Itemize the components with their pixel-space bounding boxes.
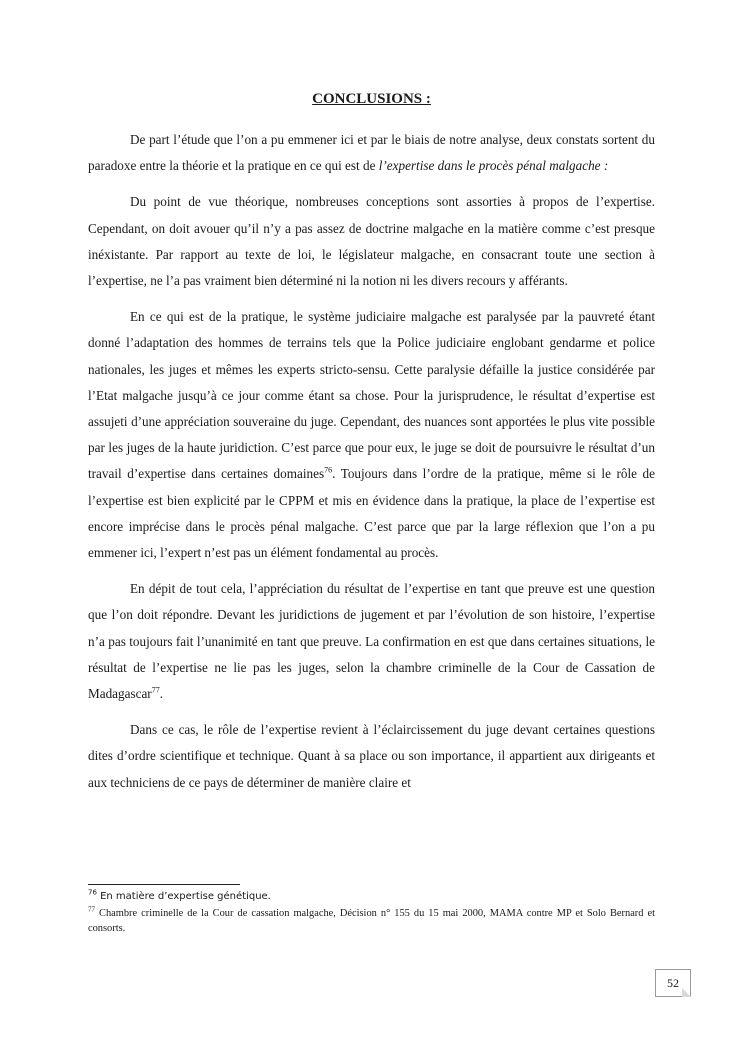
footnote-separator <box>88 884 240 885</box>
footnote-76-number: 76 <box>88 888 97 897</box>
footnote-ref-76[interactable]: 76 <box>324 466 333 476</box>
footnote-76-text: En matière d’expertise génétique. <box>96 891 271 902</box>
page-number-box <box>655 969 691 997</box>
paragraph-4-text-a: En dépit de tout cela, l’appréciation du résultat de l’expertise en tant que preuve est une question que l’on doit répondre. Devant les juridictions de jugement et par l’évolution de son histoire, l’expertise n’a pas toujours fait l’unanimité en tant que preuve. La confirmation en est que dans certaines situations, le résultat de l’expertise ne lie pas les juges, selon la chambre criminelle de la Cour de Cassation de Madagascar <box>88 581 655 702</box>
paragraph-3-text-a: En ce qui est de la pratique, le système judiciaire malgache est paralysée par la pauvreté étant donné l’adaptation des hommes de terrains tels que la Police judiciaire englobant gendarme et police nationales, les juges et mêmes les experts stricto-sensu. Cette paralysie défaille la justice considérée par l’Etat malgache jusqu’à ce jour comme étant sa chose. Pour la jurisprudence, le résultat d’expertise est assujeti d’une appréciation souveraine du juge. Cependant, des nuances sont apportées le plus vite possible par les juges de la haute juridiction. C’est parce que pour eux, le juge se doit de poursuivre le résultat d’un travail d’expertise dans certaines domaines <box>88 309 655 482</box>
paragraph-1-text: De part l’étude que l’on a pu emmener ici et par le biais de notre analyse, deux constats sortent du paradoxe entre la théorie et la pratique en ce qui est de <box>88 132 655 174</box>
paragraph-1 <box>88 127 655 179</box>
paragraph-3 <box>88 304 655 566</box>
paragraph-5: Dans ce cas, le rôle de l’expertise revient à l’éclaircissement du juge devant certaines questions dites d’ordre scientifique et technique. Quant à sa place ou son importance, il appartient aux dirigeants et aux techniciens de ce pays de déterminer de manière claire et <box>88 722 655 790</box>
footnote-ref-77[interactable]: 77 <box>151 685 160 695</box>
paragraph-4 <box>88 576 655 707</box>
document-body <box>88 86 655 806</box>
footnote-77-number: 77 <box>88 905 95 914</box>
paragraph-3-text-b: . Toujours dans l’ordre de la pratique, même si le rôle de l’expertise est bien explicité par le CPPM et mis en évidence dans la pratique, la place de l’expertise est encore imprécise dans le procès pénal malgache. C’est parce que par la large réflexion que l’on a pu emmener ici, l’expert n’est pas un élément fondamental au procès. <box>88 466 655 561</box>
section-title: CONCLUSIONS : <box>312 91 431 107</box>
footnotes <box>88 889 655 938</box>
paragraph-2: Du point de vue théorique, nombreuses conceptions sont assorties à propos de l’expertise. Cependant, on doit avouer qu’il n’y a pas assez de doctrine malgache en la matière comme c’est presque inéxistante. Par rapport au texte de loi, le législateur malgache, en consacrant toute une section à l’expertise, ne l’a pas vraiment bien déterminé ni la notion ni les divers recours y afférants. <box>88 194 655 289</box>
footnote-77 <box>88 906 655 936</box>
footnote-76 <box>88 889 655 904</box>
footnote-77-text: Chambre criminelle de la Cour de cassation malgache, Décision n° 155 du 15 mai 2000, MAMA contre MP et Solo Bernard et consorts. <box>88 908 655 934</box>
paragraph-1-italic-text: l’expertise dans le procès pénal malgache : <box>378 158 609 174</box>
page-corner-fold-icon <box>682 988 691 997</box>
paragraph-4-text-b: . <box>159 686 163 702</box>
page-number: 52 <box>667 975 679 990</box>
